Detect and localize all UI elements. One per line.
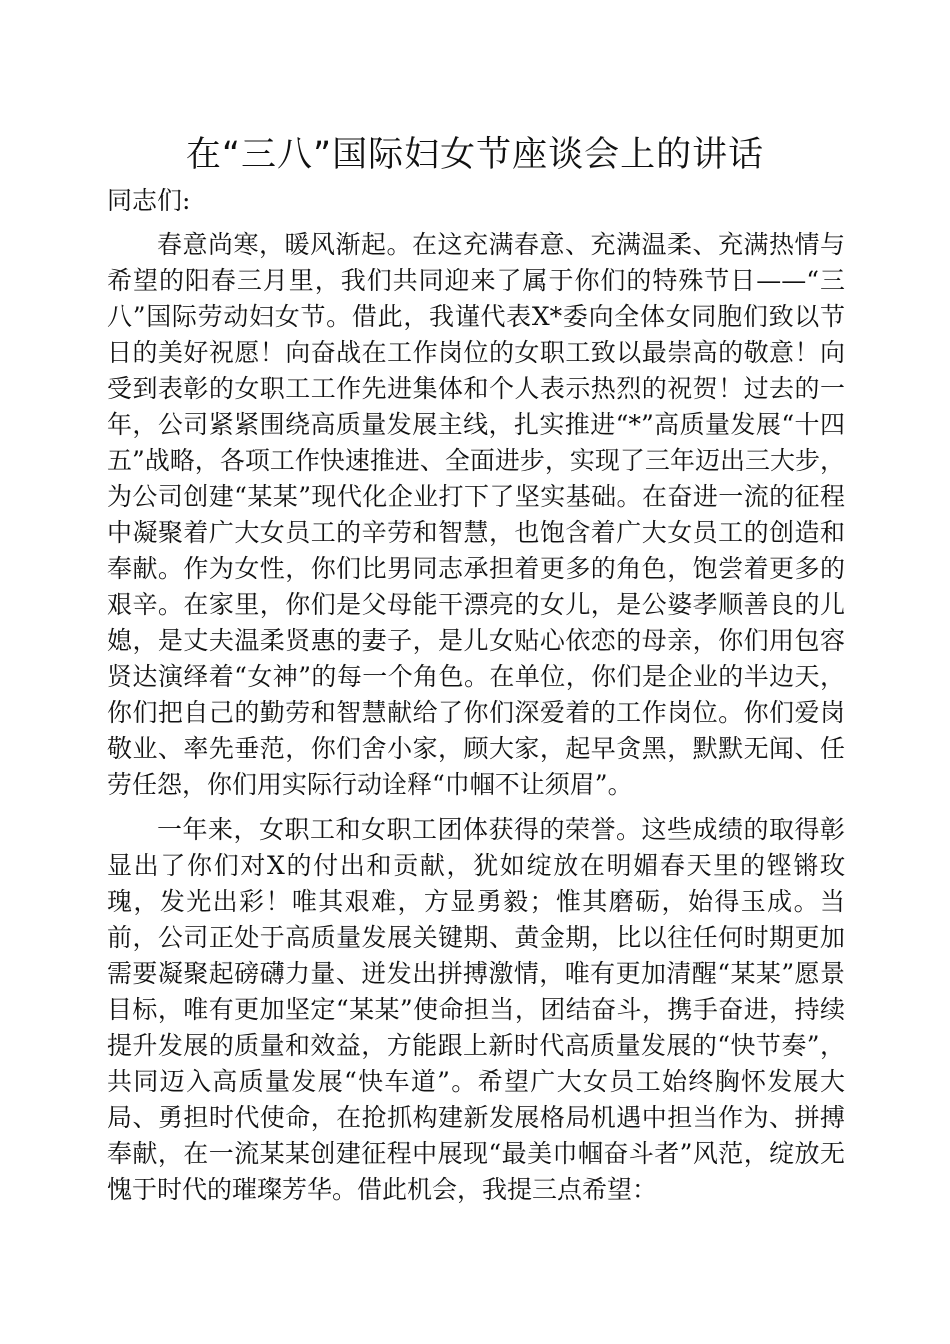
paragraph-2: 一年来，女职工和女职工团体获得的荣誉。这些成绩的取得彰显出了你们对X的付出和贡献，犹如绽放在明媚春天里的铿锵玫瑰，发光出彩！唯其艰难，方显勇毅；惟其磨砺，始得玉成。当前，公司正处于高质量发展关键期、黄金期，比以往任何时期更加需要凝聚起磅礴力量、迸发出拼搏激情，唯有更加清醒“某某”愿景目标，唯有更加坚定“某某”使命担当，团结奋斗，携手奋进，持续提升发展的质量和效益，方能跟上新时代高质量发展的“快节奏”，共同迈入高质量发展“快车道”。希望广大女员工始终胸怀发展大局、勇担时代使命，在抢抓构建新发展格局机遇中担当作为、拼搏奉献，在一流某某创建征程中展现“最美巾帼奋斗者”风范，绽放无愧于时代的璀璨芳华。借此机会，我提三点希望： bbox=[107, 815, 845, 1204]
document-title: 在“三八”国际妇女节座谈会上的讲话 bbox=[185, 135, 765, 175]
document-body bbox=[107, 183, 845, 1217]
salutation: 同志们: bbox=[107, 186, 191, 215]
paragraph-1: 春意尚寒，暖风渐起。在这充满春意、充满温柔、充满热情与希望的阳春三月里，我们共同迎来了属于你们的特殊节日——“三八”国际劳动妇女节。借此，我谨代表X*委向全体女同胞们致以节日的美好祝愿！向奋战在工作岗位的女职工致以最崇高的敬意！向受到表彰的女职工工作先进集体和个人表示热烈的祝贺！过去的一年，公司紧紧围绕高质量发展主线，扎实推进“*”高质量发展“十四五”战略，各项工作快速推进、全面进步，实现了三年迈出三大步，为公司创建“某某”现代化企业打下了坚实基础。在奋进一流的征程中凝聚着广大女员工的辛劳和智慧，也饱含着广大女员工的创造和奉献。作为女性，你们比男同志承担着更多的角色，饱尝着更多的艰辛。在家里，你们是父母能干漂亮的女儿，是公婆孝顺善良的儿媳，是丈夫温柔贤惠的妻子，是儿女贴心依恋的母亲，你们用包容贤达演绎着“女神”的每一个角色。在单位，你们是企业的半边天，你们把自己的勤劳和智慧献给了你们深爱着的工作岗位。你们爱岗敬业、率先垂范，你们舍小家，顾大家，起早贪黑，默默无闻、任劳任怨，你们用实际行动诠释“巾帼不让须眉”。 bbox=[107, 230, 845, 799]
